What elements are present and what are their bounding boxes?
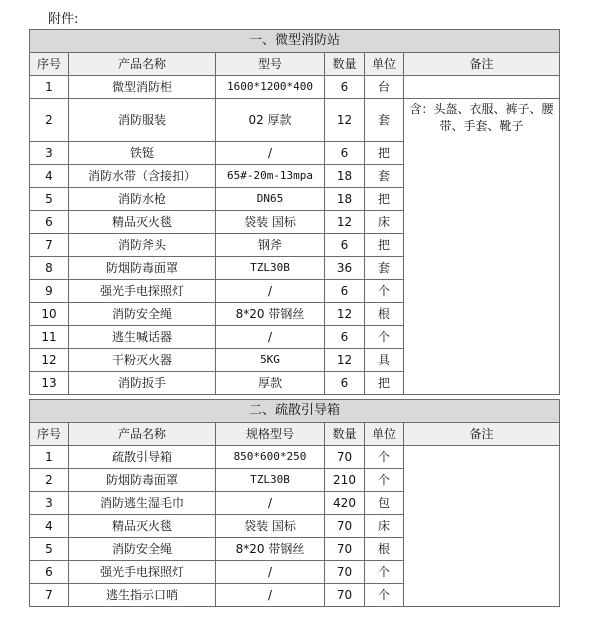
header-product-name: 产品名称: [69, 53, 216, 76]
row-index: 7: [30, 234, 69, 257]
section-title-row: [30, 400, 560, 423]
row-index: 6: [30, 561, 69, 584]
row-index: 2: [30, 99, 69, 142]
row-index: 1: [30, 76, 69, 99]
product-name: 防烟防毒面罩: [69, 257, 216, 280]
product-name: 疏散引导箱: [69, 446, 216, 469]
quantity: 6: [325, 76, 365, 99]
row-index: 5: [30, 188, 69, 211]
product-name: 消防安全绳: [69, 303, 216, 326]
unit: 套: [365, 99, 404, 142]
product-name: 消防水枪: [69, 188, 216, 211]
quantity: 12: [325, 349, 365, 372]
row-index: 5: [30, 538, 69, 561]
model: 1600*1200*400: [216, 76, 325, 99]
quantity: 70: [325, 446, 365, 469]
product-name: 铁铤: [69, 142, 216, 165]
row-index: 10: [30, 303, 69, 326]
model: /: [216, 584, 325, 607]
row-index: 13: [30, 372, 69, 395]
unit: 台: [365, 76, 404, 99]
table-row: [30, 76, 560, 99]
header-quantity: 数量: [325, 53, 365, 76]
model: 袋装 国标: [216, 515, 325, 538]
micro-fire-station-table: [29, 29, 560, 395]
product-name: 精品灭火毯: [69, 211, 216, 234]
unit: 包: [365, 492, 404, 515]
product-name: 消防服装: [69, 99, 216, 142]
header-quantity: 数量: [325, 423, 365, 446]
header-index: 序号: [30, 423, 69, 446]
product-name: 强光手电探照灯: [69, 280, 216, 303]
model: 850*600*250: [216, 446, 325, 469]
model: /: [216, 326, 325, 349]
unit: 个: [365, 561, 404, 584]
model: 8*20 带钢丝: [216, 303, 325, 326]
quantity: 12: [325, 211, 365, 234]
header-index: 序号: [30, 53, 69, 76]
unit: 根: [365, 538, 404, 561]
header-row: [30, 53, 560, 76]
quantity: 70: [325, 538, 365, 561]
quantity: 210: [325, 469, 365, 492]
unit: 套: [365, 165, 404, 188]
unit: 把: [365, 188, 404, 211]
unit: 具: [365, 349, 404, 372]
quantity: 6: [325, 372, 365, 395]
remarks-note: 含：头盔、衣服、裤子、腰带、手套、靴子: [404, 99, 560, 395]
unit: 个: [365, 446, 404, 469]
section-title: 一、微型消防站: [30, 30, 560, 53]
row-index: 3: [30, 142, 69, 165]
product-name: 消防斧头: [69, 234, 216, 257]
table-row: [30, 446, 560, 469]
row-index: 8: [30, 257, 69, 280]
model: 5KG: [216, 349, 325, 372]
model: 65#-20m-13mpa: [216, 165, 325, 188]
model: 02 厚款: [216, 99, 325, 142]
unit: 个: [365, 584, 404, 607]
model: 8*20 带钢丝: [216, 538, 325, 561]
model: 钢斧: [216, 234, 325, 257]
model: /: [216, 561, 325, 584]
quantity: 70: [325, 561, 365, 584]
product-name: 消防扳手: [69, 372, 216, 395]
evacuation-guide-box-table: [29, 399, 560, 607]
unit: 把: [365, 372, 404, 395]
quantity: 18: [325, 165, 365, 188]
attachment-label: 附件:: [48, 12, 79, 27]
quantity: 70: [325, 515, 365, 538]
unit: 个: [365, 469, 404, 492]
unit: 床: [365, 515, 404, 538]
model: 厚款: [216, 372, 325, 395]
quantity: 70: [325, 584, 365, 607]
unit: 把: [365, 142, 404, 165]
row-index: 4: [30, 165, 69, 188]
row-index: 2: [30, 469, 69, 492]
section-title-row: [30, 30, 560, 53]
quantity: 36: [325, 257, 365, 280]
model: /: [216, 280, 325, 303]
quantity: 420: [325, 492, 365, 515]
unit: 把: [365, 234, 404, 257]
unit: 个: [365, 326, 404, 349]
product-name: 消防水带（含接扣）: [69, 165, 216, 188]
quantity: 12: [325, 303, 365, 326]
row-index: 6: [30, 211, 69, 234]
model: /: [216, 142, 325, 165]
remarks-cell: [404, 76, 560, 99]
row-index: 1: [30, 446, 69, 469]
model: 袋装 国标: [216, 211, 325, 234]
product-name: 微型消防柜: [69, 76, 216, 99]
header-product-name: 产品名称: [69, 423, 216, 446]
product-name: 逃生喊话器: [69, 326, 216, 349]
row-index: 3: [30, 492, 69, 515]
header-remarks: 备注: [404, 423, 560, 446]
unit: 套: [365, 257, 404, 280]
table-row: [30, 99, 560, 142]
model: TZL30B: [216, 469, 325, 492]
product-name: 干粉灭火器: [69, 349, 216, 372]
unit: 根: [365, 303, 404, 326]
row-index: 4: [30, 515, 69, 538]
header-model: 规格型号: [216, 423, 325, 446]
product-name: 防烟防毒面罩: [69, 469, 216, 492]
product-name: 强光手电探照灯: [69, 561, 216, 584]
quantity: 18: [325, 188, 365, 211]
product-name: 精品灭火毯: [69, 515, 216, 538]
unit: 床: [365, 211, 404, 234]
model: DN65: [216, 188, 325, 211]
header-unit: 单位: [365, 53, 404, 76]
product-name: 逃生指示口哨: [69, 584, 216, 607]
header-row: [30, 423, 560, 446]
row-index: 9: [30, 280, 69, 303]
header-model: 型号: [216, 53, 325, 76]
model: /: [216, 492, 325, 515]
row-index: 11: [30, 326, 69, 349]
unit: 个: [365, 280, 404, 303]
quantity: 6: [325, 234, 365, 257]
row-index: 12: [30, 349, 69, 372]
header-remarks: 备注: [404, 53, 560, 76]
quantity: 6: [325, 280, 365, 303]
quantity: 6: [325, 142, 365, 165]
section-title: 二、疏散引导箱: [30, 400, 560, 423]
product-name: 消防安全绳: [69, 538, 216, 561]
model: TZL30B: [216, 257, 325, 280]
quantity: 12: [325, 99, 365, 142]
remarks-cell: [404, 446, 560, 607]
header-unit: 单位: [365, 423, 404, 446]
product-name: 消防逃生湿毛巾: [69, 492, 216, 515]
quantity: 6: [325, 326, 365, 349]
row-index: 7: [30, 584, 69, 607]
